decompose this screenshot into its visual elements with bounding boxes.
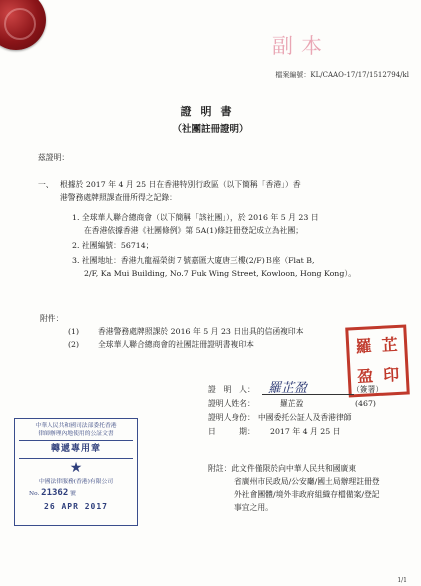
item-3-line-1: 3. 社團地址：香港九龍福榮街７號嘉匯大廈唐三樓(2/F)Ｂ座（Flat B, (72, 256, 315, 265)
witness-code: (467) (355, 399, 376, 408)
witness-name-label: 證明人姓名： (208, 399, 255, 408)
witness-identity-label: 證明人身份： (208, 413, 255, 422)
item-3-line-2: 2/F, Ka Mui Building, No.7 Fuk Wing Street, Kowloon, Hong Kong）。 (84, 269, 357, 278)
witness-label: 證 明 人： (208, 385, 255, 394)
signature-line (262, 394, 354, 395)
stamp-title: 轉遞專用章 (50, 444, 101, 454)
stamp-line-2: 律師辦理內地使用的公証文書 (38, 431, 114, 437)
clause-marker: 一、 (38, 180, 54, 189)
stamp-suffix: 號 (70, 491, 76, 497)
notary-red-seal: 羅 芷 盈 印 (345, 324, 410, 397)
stamp-org: 中國法律服務(香港)有限公司 (38, 479, 114, 485)
stamp-divider (19, 440, 133, 441)
attachment-1-text: 香港警務處牌照課於 2016 年 5 月 23 日出具的信函複印本 (98, 327, 304, 336)
copy-stamp: 副本 (272, 34, 330, 58)
note-line-1: 附註：此文件僅限於向中華人民共和國廣東 (208, 464, 357, 473)
signed-note: （簽署） (352, 385, 384, 394)
stamp-no-label: No. (29, 491, 40, 497)
document-title: 證明書 (180, 105, 241, 118)
attachment-2-text: 全球華人聯合總商會的社團註冊證明書複印本 (98, 340, 254, 349)
attachment-1-num: (1) (68, 327, 80, 336)
witness-identity: 中國委托公証人及香港律師 (258, 413, 352, 422)
clause-line-1: 根據於 2017 年 4 月 25 日在香港特別行政區（以下簡稱「香港」）香 (60, 180, 301, 189)
stamp-number: 21362 (41, 488, 69, 498)
date-label: 日 期： (208, 427, 255, 436)
clause-line-2: 港警務處牌照課查冊所得之記錄： (60, 193, 177, 202)
transmission-stamp (14, 418, 138, 526)
stamp-divider (19, 458, 133, 459)
note-line-4: 事宜之用。 (234, 503, 273, 512)
item-1-line-2: 在香港依據香港《社團條例》第 5A(1)條註冊登記成立為社團； (84, 226, 304, 235)
document-subtitle: （社團註冊證明） (172, 124, 249, 135)
star-icon: ★ (69, 460, 83, 476)
witness-signature: 羅芷盈 (268, 381, 308, 396)
stamp-line-1: 中華人民共和國司法部委托香港 (35, 423, 117, 429)
wax-seal (0, 0, 46, 50)
attachment-2-num: (2) (68, 340, 80, 349)
note-line-2: 省廣州市民政局/公安廳/國土局辦理註冊登 (234, 477, 380, 486)
note-line-3: 外社會團體/境外非政府組織存檔備案/登記 (234, 490, 380, 499)
witness-name: 羅芷盈 (280, 399, 304, 408)
item-2-line-1: 2. 社團編號：56714； (72, 241, 154, 250)
item-1-line-1: 1. 全球華人聯合總商會（以下簡稱「該社團」），於 2016 年 5 月 23 日 (72, 213, 319, 222)
attachments-label: 附件： (40, 314, 64, 323)
witness-date: 2017 年 4 月 25 日 (270, 427, 341, 436)
stamp-date: 26 APR 2017 (44, 502, 108, 511)
intro-text: 茲證明： (38, 153, 70, 162)
document-number: 檔案編號：KL/CAAO-17/17/1512794/kl (275, 71, 409, 79)
page-number: 1/1 (397, 577, 407, 584)
